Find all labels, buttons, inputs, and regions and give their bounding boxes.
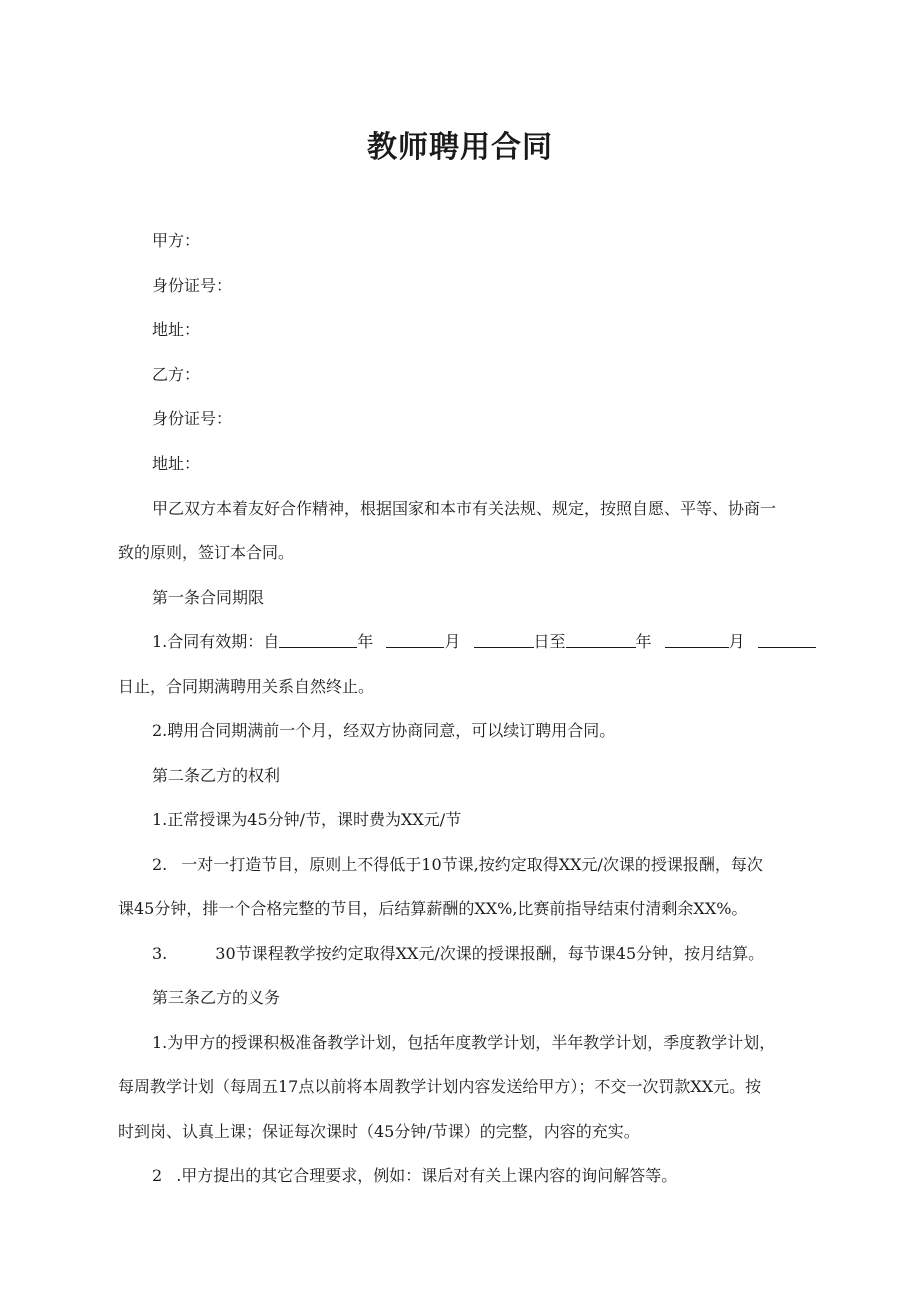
end-month-label: 月 xyxy=(728,632,745,651)
article2-clause2-line2: 课45分钟，排一个合格完整的节目，后结算薪酬的XX%,比赛前指导结束付清剩余XX%。 xyxy=(118,899,748,918)
page-title: 教师聘用合同 xyxy=(367,130,553,165)
end-month-blank[interactable] xyxy=(665,631,729,648)
article3-clause1-line1: 1.为甲方的授课积极准备教学计划，包括年度教学计划，半年教学计划，季度教学计划， xyxy=(152,1033,776,1052)
party-a-id-label: 身份证号： xyxy=(152,276,233,295)
end-year-label: 年 xyxy=(635,632,652,651)
start-month-blank[interactable] xyxy=(386,631,444,648)
article1-clause1-line1 xyxy=(152,630,816,654)
party-b-address-label: 地址： xyxy=(152,454,201,473)
end-day-blank[interactable] xyxy=(758,631,816,648)
article3-clause1-line3: 时到岗、认真上课；保证每次课时（45分钟/节课）的完整，内容的充实。 xyxy=(118,1122,640,1141)
article3-clause2 xyxy=(152,1164,677,1188)
day-to-label: 日至 xyxy=(533,632,566,651)
party-b-id-label: 身份证号： xyxy=(152,409,233,428)
article1-clause2: 2.聘用合同期满前一个月，经双方协商同意，可以续订聘用合同。 xyxy=(152,721,616,740)
start-day-blank[interactable] xyxy=(474,631,534,648)
preamble-line-2: 致的原则，签订本合同。 xyxy=(118,543,295,562)
end-year-blank[interactable] xyxy=(566,631,636,648)
party-b-label: 乙方： xyxy=(152,365,201,384)
article2-clause2-text: 一对一打造节目，原则上不得低于10节课,按约定取得XX元/次课的授课报酬，每次 xyxy=(181,855,763,874)
preamble-line-1: 甲乙双方本着友好合作精神，根据国家和本市有关法规、规定，按照自愿、平等、协商一 xyxy=(152,499,777,518)
article2-clause3 xyxy=(152,942,764,966)
article1-heading: 第一条合同期限 xyxy=(152,588,265,607)
article3-clause2-number: 2 xyxy=(152,1166,163,1185)
article2-clause3-text: 30节课程教学按约定取得XX元/次课的授课报酬，每节课45分钟，按月结算。 xyxy=(215,944,765,963)
article2-clause2-number: 2. xyxy=(152,855,168,874)
article1-clause1-line2: 日止，合同期满聘用关系自然终止。 xyxy=(118,677,375,696)
start-year-blank[interactable] xyxy=(279,631,357,648)
article2-clause3-number: 3. xyxy=(152,944,168,963)
article2-clause2-line1 xyxy=(152,853,763,877)
article2-heading: 第二条乙方的权利 xyxy=(152,766,281,785)
start-year-label: 年 xyxy=(357,632,374,651)
party-a-label: 甲方： xyxy=(152,231,201,250)
article1-clause1-prefix: 1.合同有效期：自 xyxy=(152,632,280,651)
article3-clause2-text: .甲方提出的其它合理要求，例如：课后对有关上课内容的询问解答等。 xyxy=(176,1166,678,1185)
article3-heading: 第三条乙方的义务 xyxy=(152,988,281,1007)
article2-clause1: 1.正常授课为45分钟/节，课时费为XX元/节 xyxy=(152,810,462,829)
party-a-address-label: 地址： xyxy=(152,320,201,339)
article3-clause1-line2: 每周教学计划（每周五17点以前将本周教学计划内容发送给甲方）；不交一次罚款XX元。按 xyxy=(118,1077,762,1096)
start-month-label: 月 xyxy=(444,632,461,651)
